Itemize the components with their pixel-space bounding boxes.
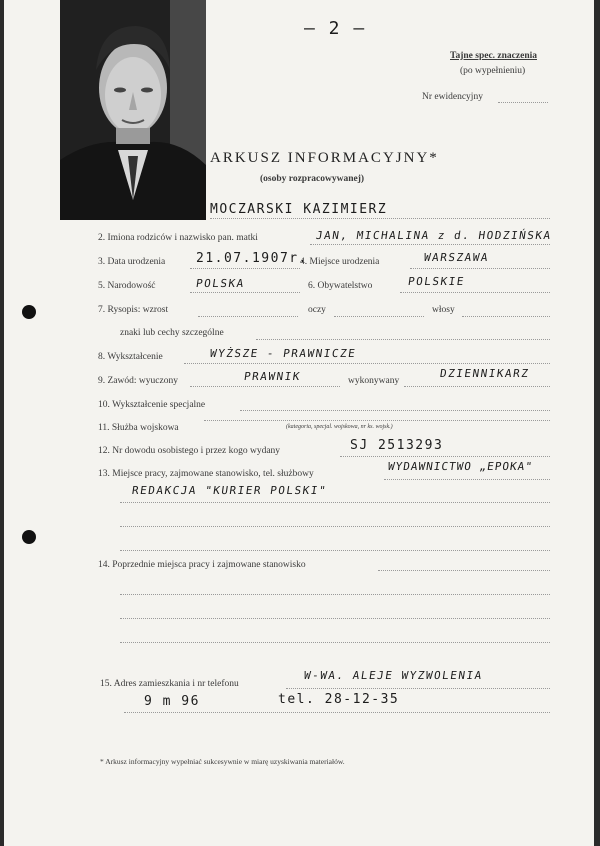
page-number: – 2 – <box>304 18 366 39</box>
field-15-value: W-WA. ALEJE WYZWOLENIA <box>303 669 484 682</box>
record-number-label: Nr ewidencyjny <box>422 92 483 102</box>
field-11-label: 11. Służba wojskowa <box>98 423 179 433</box>
field-11-hint: (kategoria, specjal. wojskowa, nr ks. wojsk.) <box>286 424 393 430</box>
field-7-height-line <box>198 316 298 317</box>
field-9-label: 9. Zawód: wyuczony <box>98 376 178 386</box>
field-5-value: POLSKA <box>195 277 246 290</box>
punch-hole-bottom <box>22 530 36 544</box>
field-2-line <box>310 244 550 245</box>
field-13-line-2 <box>120 502 550 503</box>
field-7-marks-line <box>256 339 550 340</box>
field-4-value: WARSZAWA <box>423 251 490 264</box>
field-6-value: POLSKIE <box>407 275 466 288</box>
field-5-line <box>190 292 300 293</box>
field-15-label: 15. Adres zamieszkania i nr telefonu <box>100 679 239 689</box>
field-8-line <box>184 363 550 364</box>
field-7-eyes-line <box>334 316 424 317</box>
field-9-done-value: DZIENNIKARZ <box>439 367 531 380</box>
field-7-label: 7. Rysopis: wzrost <box>98 305 169 315</box>
field-7-eyes-label: oczy <box>308 305 326 315</box>
portrait-photo <box>60 0 206 220</box>
field-2-label: 2. Imiona rodziców i nazwisko pan. matki <box>98 233 258 243</box>
form-title: ARKUSZ INFORMACYJNY* <box>210 150 439 166</box>
field-12-line <box>340 456 550 457</box>
field-3-label: 3. Data urodzenia <box>98 257 166 267</box>
field-11-line <box>204 420 550 421</box>
field-13-value-2: REDAKCJA "KURIER POLSKI" <box>131 484 328 497</box>
field-15-line-2 <box>124 712 550 713</box>
field-9-value: PRAWNIK <box>243 370 302 383</box>
name-line <box>210 218 550 219</box>
form-subtitle: (osoby rozpracowywanej) <box>260 174 365 184</box>
field-7-marks-label: znaki lub cechy szczególne <box>120 328 224 338</box>
field-8-label: 8. Wykształcenie <box>98 352 163 362</box>
field-13-value: WYDAWNICTWO „EPOKA" <box>387 460 534 473</box>
field-14-label: 14. Poprzednie miejsca pracy i zajmowane stanowisko <box>98 560 306 570</box>
field-13-line <box>384 479 550 480</box>
field-3-line <box>190 268 300 269</box>
field-6-label: 6. Obywatelstwo <box>308 281 373 291</box>
field-13-line-4 <box>120 550 550 551</box>
field-14-line <box>378 570 550 571</box>
field-14-line-2 <box>120 594 550 595</box>
field-9-done-line <box>404 386 550 387</box>
field-12-label: 12. Nr dowodu osobistego i przez kogo wydany <box>98 446 281 456</box>
secret-sub: (po wypełnieniu) <box>460 66 526 76</box>
field-4-line <box>410 268 550 269</box>
portrait-image <box>60 0 206 220</box>
field-15-line <box>286 688 550 689</box>
field-6-line <box>400 292 550 293</box>
person-name-value: MOCZARSKI KAZIMIERZ <box>210 202 388 217</box>
field-10-line <box>240 410 550 411</box>
field-10-label: 10. Wykształcenie specjalne <box>98 400 206 410</box>
field-9-line <box>190 386 340 387</box>
field-7-hair-label: włosy <box>432 305 455 315</box>
field-15-value-2: 9 m 96 <box>144 694 200 709</box>
form-page <box>4 0 594 846</box>
secret-mark: Tajne spec. znaczenia <box>450 51 537 61</box>
field-7-hair-line <box>462 316 550 317</box>
field-13-label: 13. Miejsce pracy, zajmowane stanowisko, tel. służbowy <box>98 469 314 479</box>
field-9-done-label: wykonywany <box>348 376 400 386</box>
field-14-line-3 <box>120 618 550 619</box>
field-13-line-3 <box>120 526 550 527</box>
field-5-label: 5. Narodowość <box>98 281 156 291</box>
field-15-phone: tel. 28-12-35 <box>278 692 400 707</box>
field-8-value: WYŻSZE - PRAWNICZE <box>209 347 358 360</box>
field-3-value: 21.07.1907r. <box>196 251 308 266</box>
field-14-line-4 <box>120 642 550 643</box>
footnote: * Arkusz informacyjny wypełniać sukcesywnie w miarę uzyskiwania materiałów. <box>100 757 345 766</box>
field-4-label: 4. Miejsce urodzenia <box>300 257 380 267</box>
punch-hole-top <box>22 305 36 319</box>
record-number-line <box>498 102 548 103</box>
field-12-value: SJ 2513293 <box>350 438 444 453</box>
field-2-value: JAN, MICHALINA z d. HODZIŃSKA <box>315 229 553 242</box>
